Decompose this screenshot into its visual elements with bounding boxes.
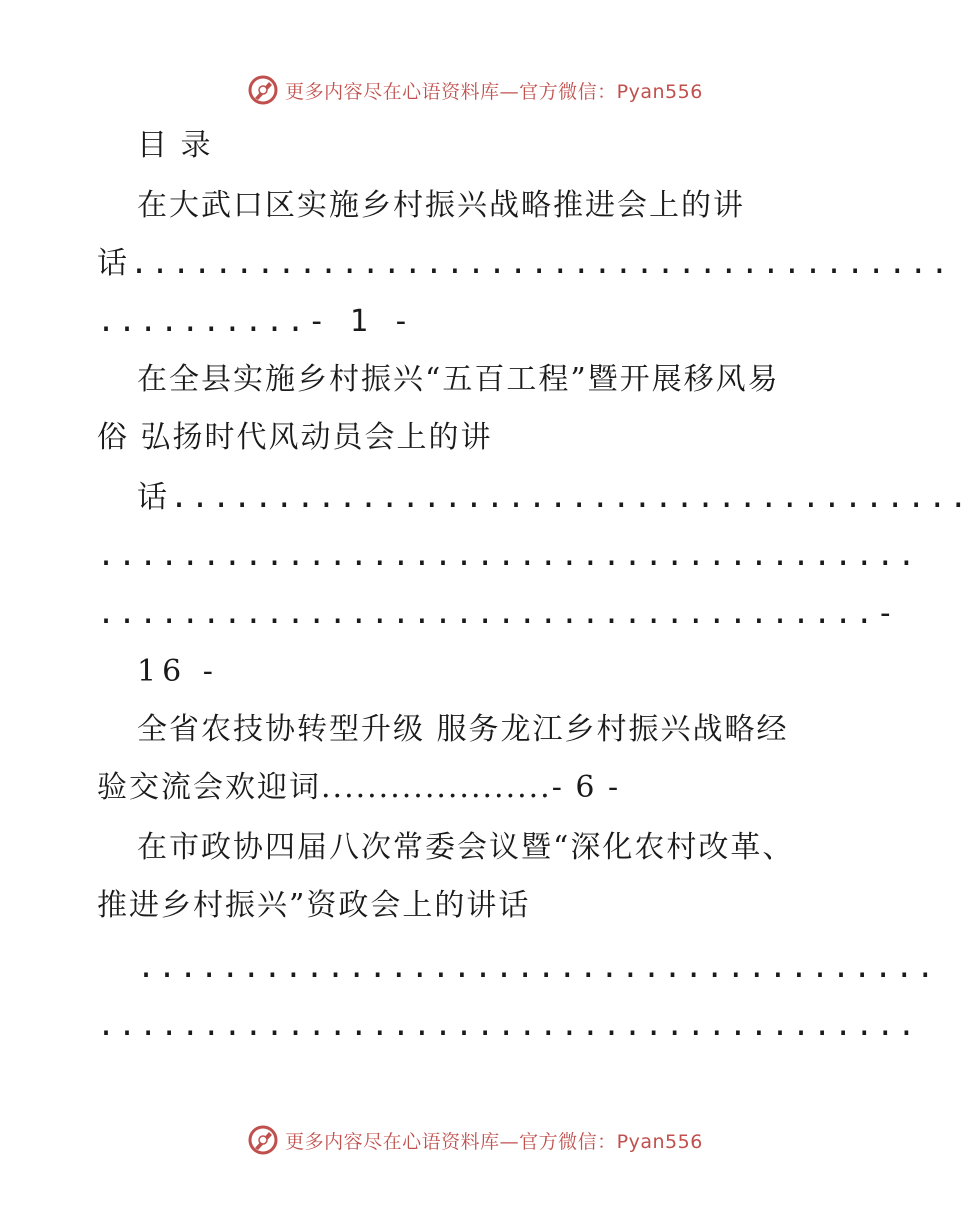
header-banner <box>0 70 950 110</box>
toc-heading: 目 录 <box>137 128 213 163</box>
toc-entry-1-title: 在大武口区实施乡村振兴战略推进会上的讲 <box>137 188 745 223</box>
toc-entry-2-title: 在全县实施乡村振兴“五百工程”暨开展移风易 <box>137 362 780 397</box>
toc-entry-2-leader-1: 话...................................... <box>137 480 970 515</box>
toc-entry-1-leader: 话....................................... <box>97 246 952 281</box>
toc-entry-1-page: ..........- 1 - <box>97 304 413 339</box>
pen-circle-logo-icon <box>247 74 279 106</box>
toc-entry-4-leader-2: ....................................... <box>97 1008 919 1043</box>
toc-entry-3-title-page: 验交流会欢迎词....................- 6 - <box>97 770 621 805</box>
toc-entry-2-page: 16 - <box>137 654 219 689</box>
wechat-id: Pyan556 <box>616 1130 703 1153</box>
toc-entry-2-leader-2: ....................................... <box>97 538 919 573</box>
header-banner-text: 更多内容尽在心语资料库—官方微信：Pyan556 <box>285 80 703 103</box>
pen-circle-logo-icon <box>247 1124 279 1156</box>
toc-entry-4-title: 在市政协四届八次常委会议暨“深化农村改革、 <box>137 830 795 865</box>
wechat-id: Pyan556 <box>616 80 703 103</box>
toc-entry-4-title-cont: 推进乡村振兴”资政会上的讲话 <box>97 888 531 923</box>
toc-entry-4-leader-1: ...................................... <box>137 950 938 985</box>
footer-banner <box>0 1120 950 1160</box>
toc-entry-2-leader-3: .....................................- <box>97 596 898 631</box>
footer-banner-text: 更多内容尽在心语资料库—官方微信：Pyan556 <box>285 1130 703 1153</box>
toc-entry-3-title: 全省农技协转型升级 服务龙江乡村振兴战略经 <box>137 712 789 747</box>
toc-entry-2-title-cont: 俗 弘扬时代风动员会上的讲 <box>97 420 493 455</box>
